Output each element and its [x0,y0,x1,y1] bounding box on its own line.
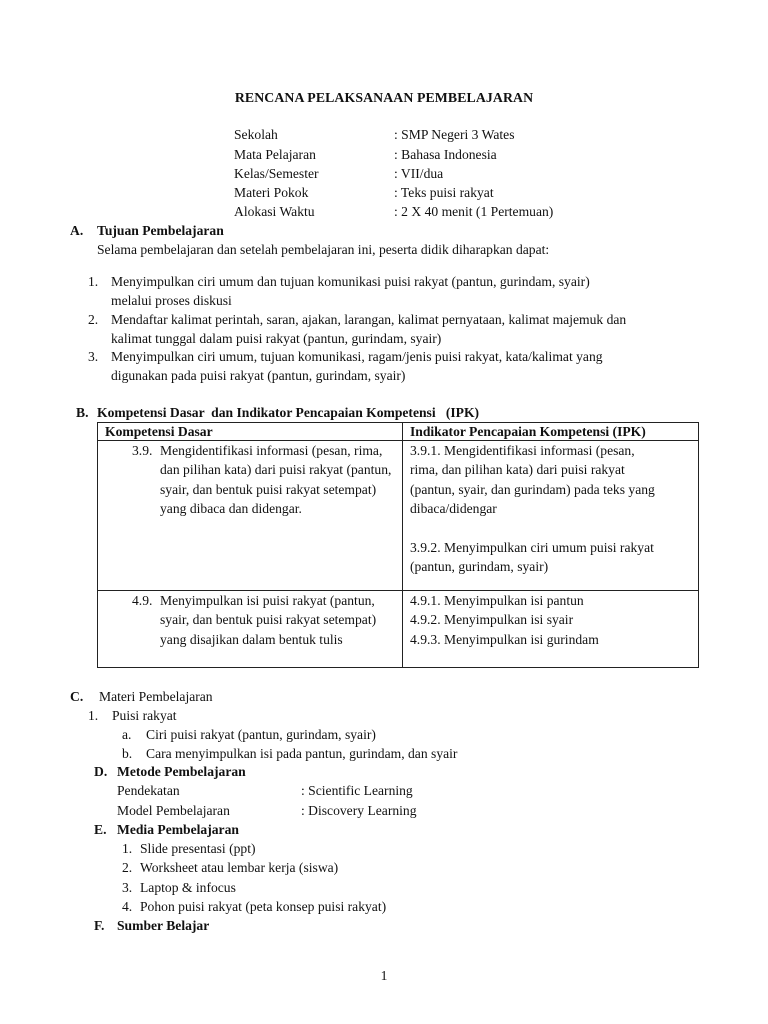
media-item-4: Pohon puisi rakyat (peta konsep puisi rakyat) [140,899,387,914]
section-b-letter: B. [76,405,89,420]
ipk-text: 4.9.1. Menyimpulkan isi pantun 4.9.2. Menyimpulkan isi syair 4.9.3. Menyimpulkan isi gurindam [410,593,599,647]
kd-header: Kompetensi Dasar [98,423,403,441]
section-a-heading: Tujuan Pembelajaran [97,223,224,238]
media-num-2: 2. [122,860,133,875]
section-e-heading: Media Pembelajaran [117,822,239,837]
info-label-sekolah: Sekolah [234,127,278,142]
metode-label-pendekatan: Pendekatan [117,783,180,798]
tujuan-item-3-line2: digunakan pada puisi rakyat (pantun, gurindam, syair) [111,368,406,383]
info-label-materi: Materi Pokok [234,185,309,200]
metode-value-pendekatan: : Scientific Learning [301,783,413,798]
tujuan-item-1-line1: Menyimpulkan ciri umum dan tujuan komunikasi puisi rakyat (pantun, gurindam, syair) [111,274,590,289]
tujuan-num-1: 1. [88,274,99,289]
info-value-materi: : Teks puisi rakyat [394,185,494,200]
media-item-2: Worksheet atau lembar kerja (siswa) [140,860,339,875]
materi-num-1: 1. [88,708,99,723]
info-label-mapel: Mata Pelajaran [234,147,316,162]
media-item-1: Slide presentasi (ppt) [140,841,256,856]
tujuan-num-3: 3. [88,349,99,364]
info-label-kelas: Kelas/Semester [234,166,319,181]
ipk-cell [403,441,699,591]
ipk-header: Indikator Pencapaian Kompetensi (IPK) [403,423,699,441]
materi-sub-b-num: b. [122,746,133,761]
tujuan-item-2-line1: Mendaftar kalimat perintah, saran, ajakan, larangan, kalimat pernyataan, kalimat majemuk dan [111,312,627,327]
section-a-letter: A. [70,223,84,238]
kd-table-header [98,423,699,441]
media-item-3: Laptop & infocus [140,880,236,895]
info-value-kelas: : VII/dua [394,166,444,181]
tujuan-item-3-line1: Menyimpulkan ciri umum, tujuan komunikasi, ragam/jenis puisi rakyat, kata/kalimat yang [111,349,603,364]
section-b-heading: Kompetensi Dasar dan Indikator Pencapaian Kompetensi (IPK) [97,405,480,420]
section-a-intro: Selama pembelajaran dan setelah pembelajaran ini, peserta didik diharapkan dapat: [97,242,550,257]
info-value-alokasi: : 2 X 40 menit (1 Pertemuan) [394,204,554,219]
section-c-heading: Materi Pembelajaran [99,689,213,704]
materi-sub-a: Ciri puisi rakyat (pantun, gurindam, syair) [146,727,376,742]
materi-sub-a-num: a. [122,727,132,742]
section-d-heading: Metode Pembelajaran [117,764,246,779]
table-row [98,591,699,668]
kd-number: 3.9. [132,443,153,458]
media-num-1: 1. [122,841,133,856]
kd-cell [98,591,403,668]
tujuan-item-2-line2: kalimat tunggal dalam puisi rakyat (pantun, gurindam, syair) [111,331,442,346]
info-value-mapel: : Bahasa Indonesia [394,147,497,162]
tujuan-item-1-line2: melalui proses diskusi [111,293,232,308]
section-d-letter: D. [94,764,108,779]
section-f-heading: Sumber Belajar [117,918,210,933]
ipk-text: 3.9.1. Mengidentifikasi informasi (pesan, rima, dan pilihan kata) dari puisi rakyat (pantun, syair, dan gurindam) pada teks yang dibaca/didengar 3.9.2. Menyimpulkan ciri umum puisi rakyat (pantun, gurindam, syair) [410,443,655,575]
kd-text: Mengidentifikasi informasi (pesan, rima, dan pilihan kata) dari puisi rakyat (pantun, syair, dan bentuk puisi rakyat setempat) yang dibaca dan didengar. [160,443,392,517]
kd-text: Menyimpulkan isi puisi rakyat (pantun, syair, dan bentuk puisi rakyat setempat) yang disajikan dalam bentuk tulis [160,593,377,647]
section-c-letter: C. [70,689,84,704]
info-label-alokasi: Alokasi Waktu [234,204,315,219]
table-row [98,441,699,591]
page-number: 1 [380,968,388,983]
media-num-4: 4. [122,899,133,914]
kd-cell [98,441,403,591]
section-e-letter: E. [94,822,107,837]
materi-sub-b: Cara menyimpulkan isi pada pantun, gurindam, dan syair [146,746,458,761]
kd-number: 4.9. [132,593,153,608]
document-title: RENCANA PELAKSANAAN PEMBELAJARAN [234,90,534,105]
tujuan-num-2: 2. [88,312,99,327]
media-num-3: 3. [122,880,133,895]
metode-label-model: Model Pembelajaran [117,803,230,818]
kd-ipk-table [97,422,699,668]
info-value-sekolah: : SMP Negeri 3 Wates [394,127,515,142]
ipk-cell [403,591,699,668]
materi-item-1: Puisi rakyat [112,708,177,723]
section-f-letter: F. [94,918,105,933]
metode-value-model: : Discovery Learning [301,803,417,818]
